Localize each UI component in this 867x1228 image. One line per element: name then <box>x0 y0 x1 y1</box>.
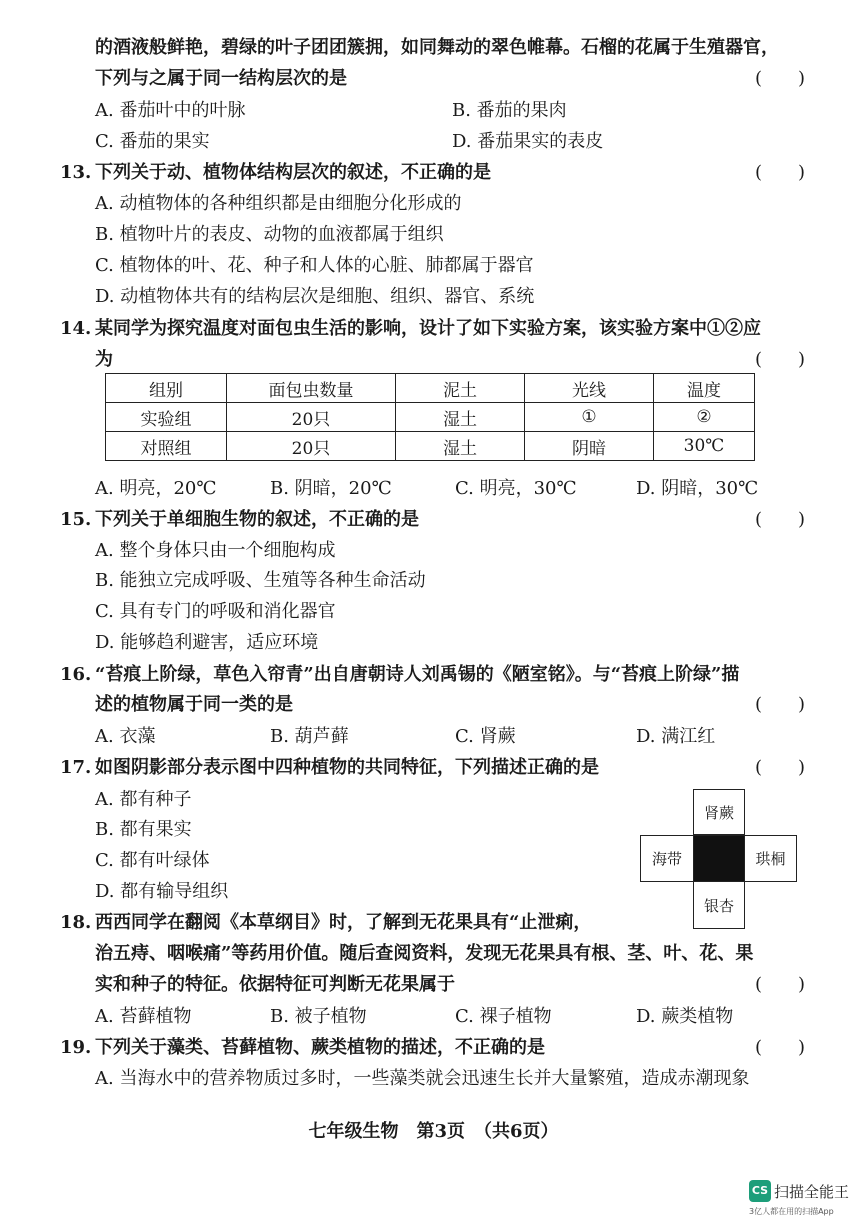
question-number: 15. <box>60 509 92 530</box>
option-a: A. 番茄叶中的叶脉 <box>95 100 246 121</box>
table-row <box>106 403 755 432</box>
scanner-name: 扫描全能王 <box>774 1182 850 1201</box>
option-b: B. 植物叶片的表皮、动物的血液都属于组织 <box>95 224 444 245</box>
option-a: A. 当海水中的营养物质过多时，一些藻类就会迅速生长并大量繁殖，造成赤潮现象 <box>95 1068 750 1089</box>
question-number: 19. <box>60 1037 92 1058</box>
scanner-tagline: 3亿人都在用的扫描App <box>749 1207 834 1216</box>
answer-parenthesis: ( ) <box>754 974 805 995</box>
scanner-logo-icon: CS <box>749 1180 771 1202</box>
answer-parenthesis: ( ) <box>754 509 805 530</box>
table-cell: 阴暗 <box>525 432 654 461</box>
option-c: C. 植物体的叶、花、种子和人体的心脏、肺都属于器官 <box>95 255 534 276</box>
table-cell: 对照组 <box>106 432 227 461</box>
table-cell: 30℃ <box>654 432 755 461</box>
question-stem: 下列关于藻类、苔藓植物、蕨类植物的描述，不正确的是 <box>95 1037 545 1058</box>
question-stem-line: 实和种子的特征。依据特征可判断无花果属于 <box>95 974 455 995</box>
question-number: 14. <box>60 318 92 339</box>
table-header-cell: 组别 <box>106 374 227 403</box>
option-a: A. 整个身体只由一个细胞构成 <box>95 540 336 561</box>
option-b: B. 番茄的果肉 <box>452 100 567 121</box>
option-c: C. 明亮，30℃ <box>455 478 577 499</box>
option-c: C. 都有叶绿体 <box>95 850 210 871</box>
option-b: B. 被子植物 <box>270 1006 367 1027</box>
figure-right-cell: 珙桐 <box>744 835 797 882</box>
option-c: C. 肾蕨 <box>455 726 516 747</box>
question-number: 13. <box>60 162 92 183</box>
table-header-cell: 面包虫数量 <box>227 374 396 403</box>
option-d: D. 蕨类植物 <box>636 1006 734 1027</box>
table-cell: 20只 <box>227 432 396 461</box>
answer-parenthesis: ( ) <box>754 694 805 715</box>
question-stem-line: 述的植物属于同一类的是 <box>95 694 293 715</box>
table-cell: ① <box>525 403 654 432</box>
table-cell: 20只 <box>227 403 396 432</box>
table-cell: 湿土 <box>396 432 525 461</box>
figure-shaded-center <box>693 835 745 882</box>
option-d: D. 满江红 <box>636 726 716 747</box>
option-a: A. 明亮，20℃ <box>95 478 217 499</box>
page-footer: 七年级生物 第3页 （共6页） <box>308 1121 559 1142</box>
option-d: D. 能够趋利避害，适应环境 <box>95 632 319 653</box>
question-stem-line: 下列与之属于同一结构层次的是 <box>95 68 347 89</box>
option-d: D. 番茄果实的表皮 <box>452 131 604 152</box>
option-b: B. 阴暗，20℃ <box>270 478 392 499</box>
option-b: B. 葫芦藓 <box>270 726 349 747</box>
option-c: C. 裸子植物 <box>455 1006 552 1027</box>
plant-features-figure <box>640 789 797 929</box>
answer-parenthesis: ( ) <box>754 162 805 183</box>
option-a: A. 衣藻 <box>95 726 156 747</box>
option-a: A. 都有种子 <box>95 789 192 810</box>
option-c: C. 具有专门的呼吸和消化器官 <box>95 601 336 622</box>
answer-parenthesis: ( ) <box>754 757 805 778</box>
option-d: D. 都有输导组织 <box>95 881 229 902</box>
table-row <box>106 432 755 461</box>
experiment-table <box>105 373 755 461</box>
question-stem-line: 某同学为探究温度对面包虫生活的影响，设计了如下实验方案，该实验方案中①②应 <box>95 318 761 339</box>
table-header-row <box>106 374 755 403</box>
table-cell: ② <box>654 403 755 432</box>
figure-bottom-cell: 银杏 <box>693 881 745 929</box>
question-stem-line: “苔痕上阶绿，草色入帘青”出自唐朝诗人刘禹锡的《陋室铭》。与“苔痕上阶绿”描 <box>95 664 740 685</box>
answer-parenthesis: ( ) <box>754 349 805 370</box>
question-number: 18. <box>60 912 92 933</box>
question-stem: 如图阴影部分表示图中四种植物的共同特征，下列描述正确的是 <box>95 757 599 778</box>
question-stem-line: 治五痔、咽喉痛”等药用价值。随后查阅资料，发现无花果具有根、茎、叶、花、果 <box>95 943 754 964</box>
question-number: 17. <box>60 757 92 778</box>
table-header-cell: 温度 <box>654 374 755 403</box>
scanner-watermark <box>749 1180 850 1216</box>
question-number: 16. <box>60 664 92 685</box>
question-stem: 下列关于动、植物体结构层次的叙述，不正确的是 <box>95 162 491 183</box>
option-c: C. 番茄的果实 <box>95 131 210 152</box>
option-a: A. 动植物体的各种组织都是由细胞分化形成的 <box>95 193 462 214</box>
figure-left-cell: 海带 <box>640 835 694 882</box>
figure-top-cell: 肾蕨 <box>693 789 745 835</box>
option-a: A. 苔藓植物 <box>95 1006 192 1027</box>
question-stem-line: 西西同学在翻阅《本草纲目》时，了解到无花果具有“止泄痢， <box>95 912 592 933</box>
table-cell: 湿土 <box>396 403 525 432</box>
table-cell: 实验组 <box>106 403 227 432</box>
option-b: B. 都有果实 <box>95 819 192 840</box>
table-header-cell: 泥土 <box>396 374 525 403</box>
option-d: D. 动植物体共有的结构层次是细胞、组织、器官、系统 <box>95 286 535 307</box>
table-header-cell: 光线 <box>525 374 654 403</box>
question-stem-line: 的酒液般鲜艳，碧绿的叶子团团簇拥，如同舞动的翠色帷幕。石榴的花属于生殖器官， <box>95 37 779 58</box>
option-b: B. 能独立完成呼吸、生殖等各种生命活动 <box>95 570 426 591</box>
answer-parenthesis: ( ) <box>754 1037 805 1058</box>
answer-parenthesis: ( ) <box>754 68 805 89</box>
question-stem-line: 为 <box>95 349 113 370</box>
question-stem: 下列关于单细胞生物的叙述，不正确的是 <box>95 509 419 530</box>
option-d: D. 阴暗，30℃ <box>636 478 759 499</box>
